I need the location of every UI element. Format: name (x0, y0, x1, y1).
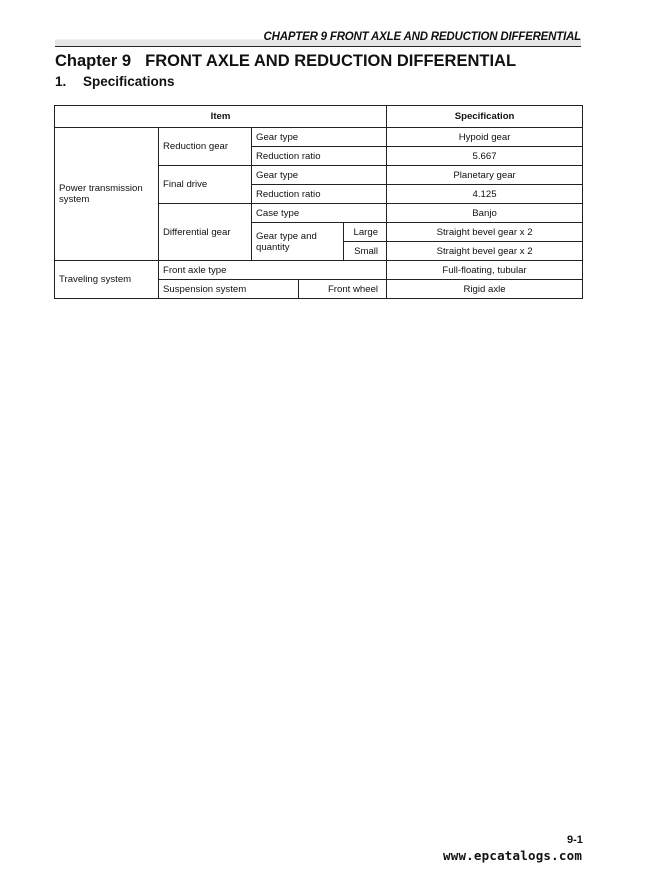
final-ratio-value: 4.125 (387, 185, 583, 204)
planetary-gear-cell: Planetary gear (387, 166, 583, 185)
table-row (55, 261, 583, 280)
differential-gear-cell: Differential gear (159, 204, 252, 261)
chapter-name: FRONT AXLE AND REDUCTION DIFFERENTIAL (145, 52, 517, 70)
gear-type-cell: Gear type (252, 128, 387, 147)
reduction-gear-cell: Reduction gear (159, 128, 252, 166)
chapter-number: Chapter 9 (55, 52, 132, 70)
rigid-axle-cell: Rigid axle (387, 280, 583, 299)
hypoid-gear-cell: Hypoid gear (387, 128, 583, 147)
traveling-system-cell: Traveling system (55, 261, 159, 299)
banjo-cell: Banjo (387, 204, 583, 223)
specifications-table (54, 105, 583, 299)
small-spec-cell: Straight bevel gear x 2 (387, 242, 583, 261)
table-row (55, 128, 583, 147)
power-transmission-cell: Power transmission system (55, 128, 159, 261)
large-spec-cell: Straight bevel gear x 2 (387, 223, 583, 242)
gear-type-quantity-cell: Gear type and quantity (252, 223, 344, 261)
watermark-url: www.epcatalogs.com (443, 848, 583, 863)
section-number: 1. (55, 74, 67, 89)
chapter-title (55, 52, 516, 71)
case-type-cell: Case type (252, 204, 387, 223)
running-header (55, 30, 581, 47)
front-wheel-cell: Front wheel (299, 280, 387, 299)
section-name: Specifications (83, 74, 175, 89)
reduction-ratio-cell: Reduction ratio (252, 185, 387, 204)
page-number: 9-1 (567, 834, 583, 846)
column-header-item: Item (55, 106, 387, 128)
front-axle-spec-cell: Full-floating, tubular (387, 261, 583, 280)
running-header-text: CHAPTER 9 FRONT AXLE AND REDUCTION DIFFERENTIAL (263, 31, 581, 43)
final-drive-cell: Final drive (159, 166, 252, 204)
section-title (55, 74, 175, 89)
large-cell: Large (344, 223, 387, 242)
small-cell: Small (344, 242, 387, 261)
reduction-ratio-value: 5.667 (387, 147, 583, 166)
table-header-row (55, 106, 583, 128)
suspension-system-cell: Suspension system (159, 280, 299, 299)
front-axle-type-cell: Front axle type (159, 261, 387, 280)
gear-type-cell: Gear type (252, 166, 387, 185)
column-header-specification: Specification (387, 106, 583, 128)
reduction-ratio-cell: Reduction ratio (252, 147, 387, 166)
